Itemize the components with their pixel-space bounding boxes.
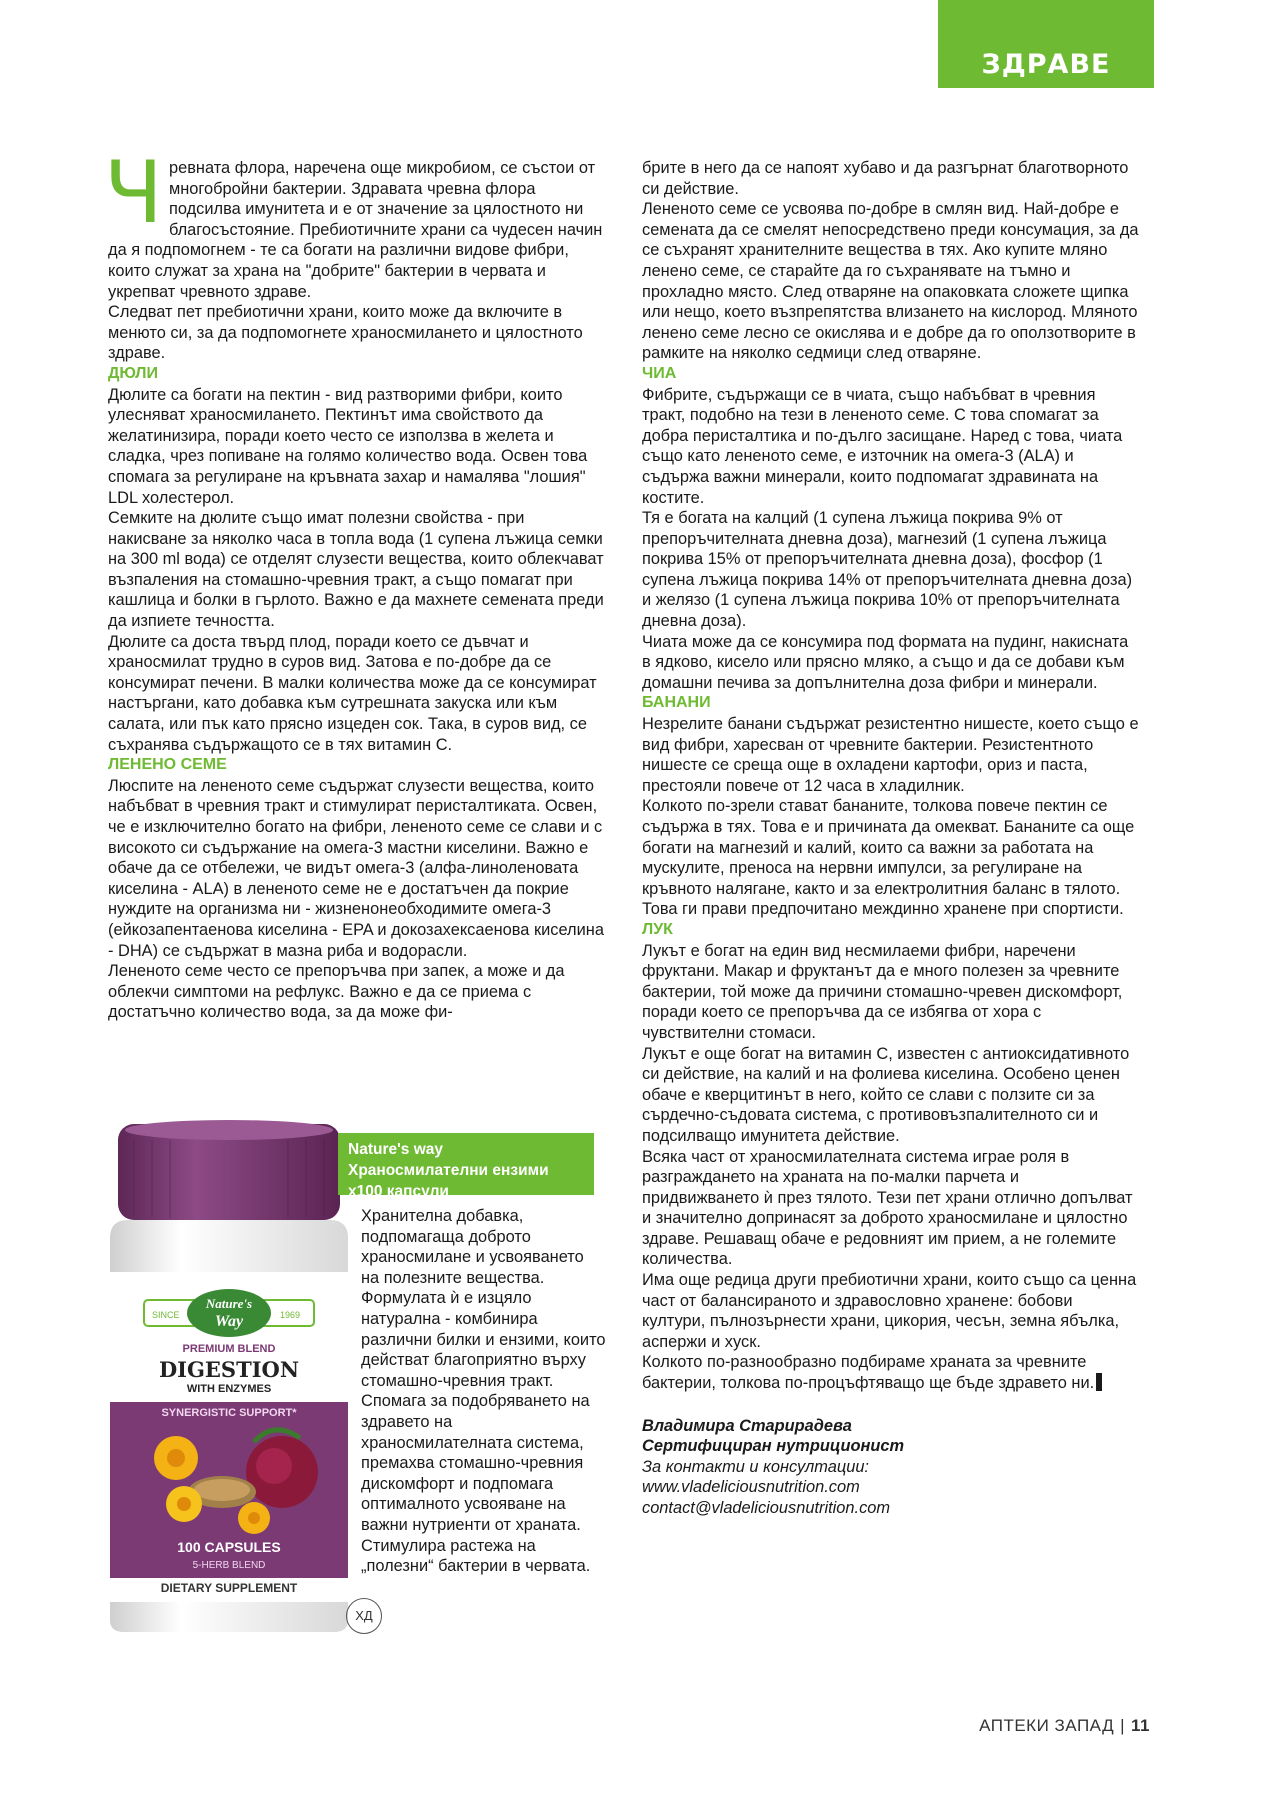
hd-mark: ХД [346, 1598, 382, 1634]
body-paragraph: Семките на дюлите също имат полезни свойства - при накисване за няколко часа в топла вода (1 супена лъжица семки на 300 ml вода) се отделят слузести вещества, които облекчават възпаления на стомашно-чревния тракт, а също помагат при кашлица и болки в гърлото. Важно е да махнете семената преди да изпиете течността. [108, 509, 604, 631]
body-paragraph: Колкото по-зрели стават бананите, толкова повече пектин се съдържа в тях. Това е и причината да омекват. Бананите са още богати на магнезий и калий, които са важни за работата на мускулите, преноса на нервни импулси, за регулиране на кръвното налягане, както и за електролитния баланс в тялото. Това ги прави предпочитано междинно хранене при спортисти. [642, 797, 1135, 919]
body-paragraph: Тя е богата на калций (1 супена лъжица покрива 9% от препоръчителната дневна доза), магнезий (1 супена лъжица покрива 15% от препоръчителната дневна доза), фосфор (1 супена лъжица покрива 14% от препоръчителната дневна доза) и желязо (1 супена лъжица покрива 10% от препоръчителната дневна доза). [642, 509, 1133, 631]
heading-onion: ЛУК [642, 920, 673, 938]
body-paragraph: Лененото семе се усвоява по-добре в смлян вид. Най-добре е семената да се смелят непосредствено преди консумация, за да се съхранят хранителните вещества в тях. Ако купите мляно ленено семе, се старайте да го съхранявате на тъмно и прохладно място. След отваряне на опаковката сложете щипка или нещо, което възпрепятства влизането на кислород. Мляното ленено семе лесно се окислява и е добре да го оползотворите в рамките на няколко седмици след отваряне. [642, 200, 1139, 363]
footer-separator: | [1120, 1716, 1126, 1735]
closing-text: Колкото по-разнообразно подбираме храната за чревните бактерии, толкова по-процъфтяващо ще бъде здравето ни. [642, 1353, 1095, 1393]
author-signature [642, 1416, 1140, 1519]
product-paragraph: Спомага за подобряването на здравето на храносмилателната система, премахва стомашно-чревния дискомфорт и подпомага оптималното усвояване на важни нутриенти от храната. [361, 1392, 590, 1534]
logo-year: 1969 [280, 1310, 301, 1320]
author-website: www.vladeliciousnutrition.com [642, 1478, 860, 1497]
logo-brand-line1: Nature's [205, 1296, 253, 1311]
body-paragraph: Дюлите са богати на пектин - вид разтворими фибри, които улесняват храносмилането. Пектинът има свойството да желатинизира, поради което често се използва в желета и сладка, чрез попиване на голямо количество вода. Освен това спомага за регулиране на кръвната захар и намалява "лошия" LDL холестерол. [108, 385, 588, 507]
label-premium: PREMIUM BLEND [182, 1343, 276, 1355]
section-title: ЗДРАВЕ [981, 49, 1111, 80]
product-paragraph: Стимулира растежа на „полезни“ бактерии в червата. [361, 1536, 591, 1576]
article-column-left [104, 143, 604, 1023]
body-paragraph: Лененото семе често се препоръчва при запек, а може и да облекчи симптоми на рефлукс. Важно е да се приема с достатъчно количество вода, за да може фи- [108, 962, 565, 1022]
product-paragraph: Хранителна добавка, подпомагаща доброто храносмилане и усвояването на полезните вещества. Формулата ѝ е изцяло натурална - комбинира различни билки и ензими, които действат благоприятно върху стомашно-чревния тракт. [361, 1207, 606, 1390]
magazine-name: АПТЕКИ ЗАПАД [979, 1716, 1115, 1735]
label-capsules: 100 CAPSULES [177, 1539, 281, 1555]
heading-flax: ЛЕНЕНО СЕМЕ [108, 756, 227, 774]
heading-quince: ДЮЛИ [108, 364, 159, 382]
logo-brand-line2: Way [214, 1313, 244, 1330]
label-blend: 5-HERB BLEND [192, 1560, 266, 1571]
body-paragraph: брите в него да се напоят хубаво и да разгърнат благотворното си действие. [642, 159, 1129, 198]
page-number: 11 [1131, 1716, 1150, 1735]
heading-chia: ЧИА [642, 364, 677, 382]
intro-paragraph: Следват пет пребиотични храни, които може да включите в менюто си, за да подпомогнете храносмилането и цялостното здраве. [108, 303, 583, 363]
contact-label: За контакти и консултации: [642, 1457, 869, 1476]
body-paragraph: Лукът е още богат на витамин С, известен с антиоксидативното си действие, на калий и на фолиева киселина. Особено ценен обаче е кверцитинът в него, който се слави с ползите си за сърдечно-съдовата система, с противовъзпалителното си и подсилващо имунитета действие. [642, 1044, 1130, 1145]
body-paragraph: Лукът е богат на един вид несмилаеми фибри, наречени фруктани. Макар и фруктанът да е много полезен за чревните бактерии, той може да причини стомашно-чревен дискомфорт, поради което се препоръчва да се избягва от хора с чувствителни стомаси. [642, 941, 1123, 1042]
body-paragraph: Има още редица други пребиотични храни, които също са ценна част от балансираното и здравословно хранене: бобови култури, пълнозърнести храни, цикория, чесън, земна ябълка, аспержи и хуск. [642, 1271, 1137, 1351]
drop-cap: Ч [104, 143, 163, 243]
body-paragraph: Чиата може да се консумира под формата на пудинг, накисната в ядково, кисело или прясно мляко, а също и да се добави към домашни печива за допълнителна доза фибри и минерали. [642, 632, 1129, 692]
body-paragraph: Дюлите са доста твърд плод, поради което се дъвчат и храносмилат трудно в суров вид. Затова е по-добре да се консумират печени. В малки количества може да се консумират настъргани, като добавка към сутрешната закуска или към салата, или пък като прясно изцеден сок. Така, в суров вид, се съхранява съдържащото се в тях витамин С. [108, 632, 597, 754]
heading-banana: БАНАНИ [642, 694, 711, 712]
label-sub: WITH ENZYMES [186, 1383, 272, 1395]
logo-since: SINCE [152, 1310, 180, 1320]
body-paragraph: Незрелите банани съдържат резистентно нишесте, което също е вид фибри, харесван от чревните бактерии. Резистентното нишесте се среща още в охладени картофи, ориз и паста, престояли повече от 12 часа в хладилник. [642, 715, 1139, 795]
label-supplement: DIETARY SUPPLEMENT [160, 1581, 298, 1595]
body-paragraph: Фибрите, съдържащи се в чиата, също набъбват в чревния тракт, подобно на тези в лененото семе. С това спомагат за добра перисталтика и по-дълго засищане. Наред с това, чиата също като лененото семе, е източник на омега-3 (ALA) и съдържа важни минерали, които подпомагат здравината на костите. [642, 385, 1123, 507]
article-column-right [642, 158, 1140, 1519]
author-role: Сертифициран нутриционист [642, 1437, 905, 1456]
section-tab [938, 0, 1154, 88]
product-bottle-image [104, 1120, 354, 1635]
label-synergy: SYNERGISTIC SUPPORT* [161, 1407, 297, 1419]
product-description [361, 1206, 606, 1577]
product-badge: Nature's way Храносмилателни ензими х100 капсули [338, 1133, 594, 1195]
author-name: Владимира Старирадева [642, 1416, 852, 1435]
intro-paragraph: ревната флора, наречена още микробиом, се състои от многобройни бактерии. Здравата чревна флора подсилва имунитета и е от значение за цялостното ни благосъстояние. Пребиотичните храни са чудесен начин да я подпомогнем - те са богати на различни видове фибри, които служат за храна на "добрите" бактерии в червата и укрепват чревното здраве. [108, 159, 603, 301]
body-paragraph: Всяка част от храносмилателната система играе роля в разграждането на храната на по-малки парчета и придвижването ѝ през тялото. Тези пет храни отлично допълват и значително допринасят за доброто храносмилане и цялостно здраве. Решаващ обаче е редовният им прием, а не големите количества. [642, 1147, 1133, 1269]
author-email: contact@vladeliciousnutrition.com [642, 1499, 891, 1517]
body-paragraph: Люспите на лененото семе съдържат слузести вещества, които набъбват в чревния тракт и стимулират перисталтиката. Освен, че е изключително богато на фибри, лененото семе се слави и с високото си съдържание на омега-3 мастни киселини. Важно е обаче да се отбележи, че видът омега-3 (алфа-линоленовата киселина - ALA) в лененото семе не е достатъчен да покрие нуждите на организма ни - жизненонеобходимите омега-3 (ейкозапентаенова киселина - EPA и докозахексаенова киселина - DHA) се съдържат в мазна риба и водорасли. [108, 776, 604, 960]
body-paragraph [642, 1352, 1140, 1393]
end-mark [1096, 1373, 1102, 1391]
label-product: DIGESTION [158, 1357, 300, 1382]
page-footer [0, 1716, 1150, 1736]
